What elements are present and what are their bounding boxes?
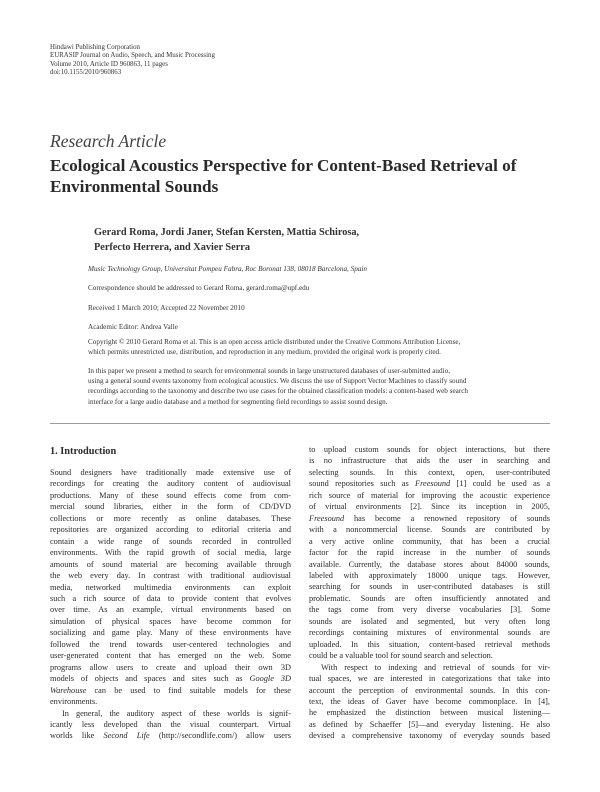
article-type: Research Article xyxy=(50,131,167,151)
text-span: recordings containing mixtures of environmental sounds are xyxy=(309,628,550,638)
abstract-line: recordings according to the taxonomy and describe two use cases for the obtained classification models: a content-based web search xyxy=(88,387,469,396)
abstract xyxy=(88,366,550,407)
body-text-line xyxy=(309,513,550,524)
body-text-line xyxy=(309,673,550,684)
text-span: he emphasized the distinction between musical listening— xyxy=(309,708,550,718)
text-span: amounts of sound material are becoming available through xyxy=(50,559,291,569)
body-text-line xyxy=(50,536,291,547)
text-span: such a rich source of data to provide content that evolves xyxy=(50,593,291,603)
section-divider xyxy=(50,423,550,424)
body-text-line xyxy=(50,513,291,524)
text-span: followed the trend towards user-centered technologies and xyxy=(50,639,291,649)
text-span: as defined by Schaeffer [5]—and everyday listening. He also xyxy=(309,719,550,729)
body-text-line xyxy=(309,444,550,455)
body-text-line xyxy=(50,673,291,684)
italic-text: Google 3D xyxy=(249,674,291,684)
text-span: over time. As an example, virtual environments based on xyxy=(50,605,291,615)
text-span: environments. With the rapid growth of social media, large xyxy=(50,548,291,558)
author-list xyxy=(94,226,359,255)
body-text-line xyxy=(309,616,550,627)
copyright-line: Copyright © 2010 Gerard Roma et al. This is an open access article distributed under the Creative Commons Attribution License, xyxy=(88,338,461,346)
body-text-line xyxy=(50,662,291,673)
body-text-line xyxy=(309,719,550,730)
text-span: problematic. Sounds are often insufficiently annotated and xyxy=(309,593,550,603)
text-span: could be a valuable tool for sound search and selection. xyxy=(309,651,493,661)
body-text-line xyxy=(309,524,550,535)
section-heading: 1. Introduction xyxy=(50,446,117,457)
body-text-line xyxy=(309,696,550,707)
text-span: labeled with approximately 18000 unique tags. However, xyxy=(309,570,550,580)
body-text-line xyxy=(309,627,550,638)
author-line: Perfecto Herrera, and Xavier Serra xyxy=(94,241,251,253)
body-text-line xyxy=(50,582,291,593)
body-text-line xyxy=(309,650,550,661)
body-text-line xyxy=(309,559,550,570)
body-text-line xyxy=(309,662,550,673)
text-span: Sound designers have traditionally made extensive use of xyxy=(50,468,291,477)
body-text-line xyxy=(50,639,291,650)
body-text-line xyxy=(50,593,291,604)
body-text-line xyxy=(50,490,291,501)
body-text-line xyxy=(309,685,550,696)
abstract-line: interface for a large audio database and a method for segmenting field recordings to assist sound design. xyxy=(88,397,388,406)
text-span: with a noncommercial license. Sounds are contributed by xyxy=(309,525,550,535)
text-span: socializing and game play. Many of these environments have xyxy=(50,628,291,638)
body-text-line xyxy=(50,696,291,707)
body-text-line xyxy=(309,570,550,581)
body-text-line xyxy=(309,593,550,604)
correspondence: Correspondence should be addressed to Gerard Roma, gerard.roma@upf.edu xyxy=(88,284,310,292)
text-span: contain a wide range of sounds recorded in controlled xyxy=(50,536,291,546)
journal-header xyxy=(50,44,215,78)
text-span: account the perception of environmental sounds. In this con- xyxy=(309,685,550,695)
text-span: text, the ideas of Gaver have become commonplace. In [4], xyxy=(309,696,550,706)
body-text-line xyxy=(50,478,291,489)
text-span: tual spaces, we are interested in categorizations that take into xyxy=(309,674,550,684)
body-text-line xyxy=(50,685,291,696)
abstract-line: using a general sound events taxonomy from ecological acoustics. We discuss the use of Support Vector Machines to classify sound xyxy=(88,377,467,386)
text-span: worlds like xyxy=(50,731,104,741)
body-text-line xyxy=(309,547,550,558)
title-line: Ecological Acoustics Perspective for Content-Based Retrieval of xyxy=(50,156,517,175)
abstract-line: In this paper we present a method to search for environmental sounds in large unstructured databases of user-submitted audio, xyxy=(88,367,450,375)
text-span: sounds are isolated and segmented, but very often long xyxy=(309,616,550,626)
text-span: uploaded. In this situation, content-based retrieval methods xyxy=(309,639,550,649)
body-text-line xyxy=(50,730,291,741)
text-span: models of objects and spaces and sites such as xyxy=(50,674,250,684)
italic-text: Warehouse xyxy=(50,685,87,695)
paper-title xyxy=(50,156,550,197)
body-text-line xyxy=(309,455,550,466)
text-span: environments. xyxy=(50,697,98,707)
text-span: selecting sounds. In this context, open, user-contributed xyxy=(309,467,550,477)
text-span: user-generated content that has emerged on the web. Some xyxy=(50,651,291,661)
text-span: With respect to indexing and retrieval of sounds for vir- xyxy=(321,662,550,672)
journal-name: EURASIP Journal on Audio, Speech, and Music Processing xyxy=(50,52,215,60)
body-text-line xyxy=(309,581,550,592)
body-text-line xyxy=(50,559,291,570)
title-line: Environmental Sounds xyxy=(50,176,219,196)
body-text-line xyxy=(50,467,291,478)
text-span: [1] could be used as a xyxy=(450,479,550,489)
copyright-line: which permits unrestricted use, distribution, and reproduction in any medium, provided the original work is properly cited. xyxy=(88,348,441,357)
text-span: has become a renowned repository of sounds xyxy=(344,513,550,523)
body-text-line xyxy=(50,547,291,558)
text-span: the web every day. In contrast with traditional audiovisual xyxy=(50,571,291,581)
body-text-line xyxy=(309,501,550,512)
text-span: available. Currently, the database stores about 84000 sounds, xyxy=(309,559,550,569)
body-text-line xyxy=(309,707,550,718)
received-dates: Received 1 March 2010; Accepted 22 November 2010 xyxy=(88,304,245,312)
text-span: of virtual environments [2]. Since its inception in 2005, xyxy=(309,502,550,512)
body-text-line xyxy=(50,627,291,638)
text-span: can be used to find suitable models for these xyxy=(86,685,291,695)
italic-text: Freesound xyxy=(309,513,345,523)
text-span: programs allow users to create and upload their own 3D xyxy=(50,662,291,672)
body-text-line xyxy=(50,604,291,615)
copyright-notice xyxy=(88,337,550,357)
body-text-line xyxy=(50,719,291,730)
text-span: to upload custom sounds for object interactions, but there xyxy=(309,445,550,454)
text-span: sound repositories such as xyxy=(309,479,416,489)
text-span: rich source of material for improving the acoustic experience xyxy=(309,490,550,500)
affiliation: Music Technology Group, Universitat Pompeu Fabra, Roc Boronat 138, 08018 Barcelona, Spain xyxy=(88,265,368,273)
text-span: repositories are organized according to editorial criteria and xyxy=(50,525,291,535)
text-span: simulation of physical spaces have become common for xyxy=(50,616,291,626)
text-span: collections or more recently as online databases. These xyxy=(50,513,291,523)
body-text-line xyxy=(50,616,291,627)
body-text-line xyxy=(50,524,291,535)
text-span: is no infrastructure that aids the user in searching and xyxy=(309,456,550,466)
text-span: In general, the auditory aspect of these worlds is signif- xyxy=(62,708,291,718)
text-span: devised a comprehensive taxonomy of everyday sounds based xyxy=(309,731,550,741)
publisher-name: Hindawi Publishing Corporation xyxy=(50,44,140,51)
body-text-line xyxy=(309,639,550,650)
text-span: recordings for creating the auditory content of audiovisual xyxy=(50,479,291,489)
body-text-line xyxy=(309,730,550,741)
body-column-right xyxy=(309,444,550,742)
body-text-line xyxy=(309,478,550,489)
body-text-line xyxy=(50,501,291,512)
text-span: mercial sound libraries, either in the form of CD/DVD xyxy=(50,502,291,512)
body-text-line xyxy=(50,650,291,661)
body-text-line xyxy=(50,708,291,719)
academic-editor: Academic Editor: Andrea Valle xyxy=(88,323,178,331)
body-text-line xyxy=(50,570,291,581)
body-text-line xyxy=(309,536,550,547)
doi: doi:10.1155/2010/960863 xyxy=(50,69,122,77)
text-span: media, networked multimedia environments can exploit xyxy=(50,582,291,592)
volume-info: Volume 2010, Article ID 960863, 11 pages xyxy=(50,60,168,68)
author-line: Gerard Roma, Jordi Janer, Stefan Kersten, Mattia Schirosa, xyxy=(94,227,360,238)
italic-text: Freesound xyxy=(415,479,451,489)
text-span: searching for sounds in user-contributed databases is still xyxy=(309,582,550,592)
text-span: the tags come from very diverse vocabularies [3]. Some xyxy=(309,605,550,615)
body-text-line xyxy=(309,604,550,615)
text-span: productions. Many of these sound effects come from com- xyxy=(50,490,291,500)
body-column-left xyxy=(50,467,291,742)
body-text-line xyxy=(309,467,550,478)
text-span: (http://secondlife.com/) allow users xyxy=(149,731,291,741)
text-span: factor for the rapid increase in the number of sounds xyxy=(309,548,550,558)
body-text-line xyxy=(309,490,550,501)
italic-text: Second Life xyxy=(103,731,150,741)
text-span: icantly less developed than the visual counterpart. Virtual xyxy=(50,719,291,729)
text-span: a very active online community, that has been a crucial xyxy=(309,536,550,546)
